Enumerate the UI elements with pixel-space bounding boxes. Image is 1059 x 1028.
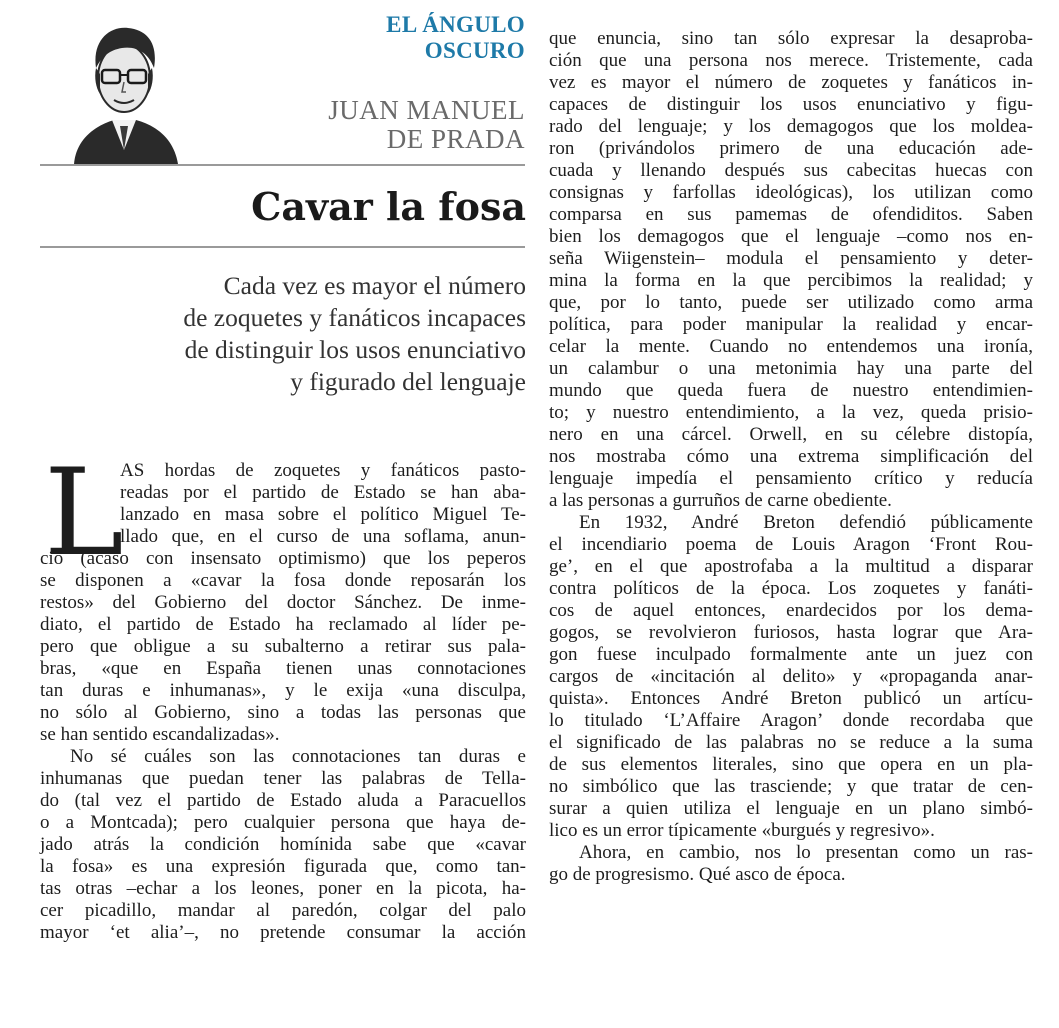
body-line: do (tal vez el partido de Estado aluda a Paracuellos (40, 790, 526, 811)
body-line: surar a quien utiliza el lenguaje en un plano simbó- (549, 798, 1033, 819)
subheadline-line: Cada vez es mayor el número (223, 271, 526, 300)
body-line: a las personas a gurruños de carne obediente. (549, 490, 892, 511)
subheadline (60, 270, 526, 398)
body-line: vez es mayor el número de zoquetes y fanáticos in- (549, 72, 1033, 93)
body-line: pero que obligue a su subalterno a retirar sus pala- (40, 636, 526, 657)
section-title: EL ÁNGULO OSCURO (386, 12, 525, 63)
body-line: rado del lenguaje; y los demagogos que los moldea- (549, 116, 1033, 137)
body-line: inhumanas que puedan tener las palabras de Tella- (40, 768, 526, 789)
body-line: No sé cuáles son las connotaciones tan duras e (70, 746, 526, 767)
author-name (290, 96, 525, 154)
author-name-line: DE PRADA (386, 124, 525, 154)
body-line: no sólo al Gobierno, sino a todas las personas que (40, 702, 526, 723)
body-line: un calambur o una metonimia hay una parte del (549, 358, 1033, 379)
body-line: no simbólico que las trasciende; y que tratar de cen- (549, 776, 1033, 797)
body-line: mundo que queda fuera de nuestro entendimien- (549, 380, 1033, 401)
body-line: to; y nuestro entendimiento, a la vez, queda prisio- (549, 402, 1033, 423)
body-line: contra políticos de la época. Los zoquetes y fanáti- (549, 578, 1033, 599)
body-line: ción que una persona nos merece. Tristemente, cada (549, 50, 1033, 71)
body-line: política, para poder manipular la realidad y encar- (549, 314, 1033, 335)
body-line: el significado de las palabras no se reduce a la suma (549, 732, 1033, 753)
body-line: seña Wiigenstein– modula el pensamiento y deter- (549, 248, 1033, 269)
subheadline-line: y figurado del lenguaje (290, 367, 526, 396)
author-name-line: JUAN MANUEL (328, 95, 525, 125)
subheadline-line: de distinguir los usos enunciativo (184, 335, 526, 364)
body-line: ron (privándolos primero de una educación ade- (549, 138, 1033, 159)
body-line: cos de aquel entonces, enardecidos por los dema- (549, 600, 1033, 621)
body-line: consignas y farfollas ideológicas), los utilizan como (549, 182, 1033, 203)
body-line: lo titulado ‘L’Affaire Aragon’ donde recordaba que (549, 710, 1033, 731)
body-line: Ahora, en cambio, nos lo presentan como un ras- (579, 842, 1033, 863)
body-line: lanzado en masa sobre el político Miguel Te- (120, 504, 526, 525)
body-line: se disponen a «cavar la fosa donde reposarán los (40, 570, 526, 591)
body-line: de sus elementos literales, sino que opera en un pla- (549, 754, 1033, 775)
body-line: lenguaje impedía el pensamiento crítico y reducía (549, 468, 1033, 489)
author-portrait (66, 22, 182, 164)
body-line: En 1932, André Breton defendió públicamente (579, 512, 1033, 533)
body-line: cuada y llenando después sus cabecitas huecas con (549, 160, 1033, 181)
body-line: bras, «que en España tienen unas connotaciones (40, 658, 526, 679)
body-column-right (549, 28, 1033, 886)
body-line: o a Montcada); pero cualquier persona que haya de- (40, 812, 526, 833)
headline: Cavar la fosa (251, 184, 526, 229)
body-line: gogos, se revolvieron furiosos, hasta lograr que Ara- (549, 622, 1033, 643)
body-line: lico es un error típicamente «burgués y regresivo». (549, 820, 935, 841)
body-line: go de progresismo. Qué asco de época. (549, 864, 846, 885)
body-line: ge’, en el que apostrofaba a la multitud a disparar (549, 556, 1033, 577)
divider (40, 246, 525, 248)
body-line: AS hordas de zoquetes y fanáticos pasto- (120, 460, 526, 481)
body-line: mina la forma en la que percibimos la realidad; y (549, 270, 1033, 291)
body-line: capaces de distinguir los usos enunciativo y figu- (549, 94, 1033, 115)
body-line: llado que, en el curso de una soflama, anun- (120, 526, 526, 547)
body-line: cargos de «incitación al delito» y «propaganda anar- (549, 666, 1033, 687)
body-line: gon fuese inculpado formalmente ante un juez con (549, 644, 1033, 665)
body-line: readas por el partido de Estado se han aba- (120, 482, 526, 503)
body-line: que enuncia, sino tan sólo expresar la desaproba- (549, 28, 1033, 49)
body-line: bien los demagogos que el lenguaje –como nos en- (549, 226, 1033, 247)
body-line: se han sentido escandalizadas». (40, 724, 280, 745)
body-line: restos» del Gobierno del doctor Sánchez. De inme- (40, 592, 526, 613)
subheadline-line: de zoquetes y fanáticos incapaces (183, 303, 526, 332)
divider (40, 164, 525, 166)
body-line: tan duras e inhumanas», y le exija «una disculpa, (40, 680, 526, 701)
body-line: que, por lo tanto, puede ser utilizado como arma (549, 292, 1033, 313)
body-line: cer picadillo, mandar al paredón, colgar del palo (40, 900, 526, 921)
body-line: la fosa» es una expresión figurada que, como tan- (40, 856, 526, 877)
body-line: nos mostraba cómo una extrema simplificación del (549, 446, 1033, 467)
body-line: celar la mente. Cuando no entendemos una ironía, (549, 336, 1033, 357)
body-line: comparsa en sus pamemas de ofendiditos. Saben (549, 204, 1033, 225)
body-line: diato, el partido de Estado ha reclamado al líder pe- (40, 614, 526, 635)
drop-cap: L (44, 444, 124, 583)
body-line: mayor ‘et alia’–, no pretende consumar la acción (40, 922, 526, 943)
body-line: jado atrás la condición homínida sabe que «cavar (40, 834, 526, 855)
body-line: nero en una cárcel. Orwell, en su célebre distopía, (549, 424, 1033, 445)
body-column-left (40, 444, 526, 944)
body-line: ció (acaso con insensato optimismo) que los peperos (40, 548, 526, 569)
body-line: el incendiario poema de Louis Aragon ‘Front Rou- (549, 534, 1033, 555)
body-line: tas otras –echar a los leones, poner en la picota, ha- (40, 878, 526, 899)
body-line: quista». Entonces André Breton publicó un artícu- (549, 688, 1033, 709)
